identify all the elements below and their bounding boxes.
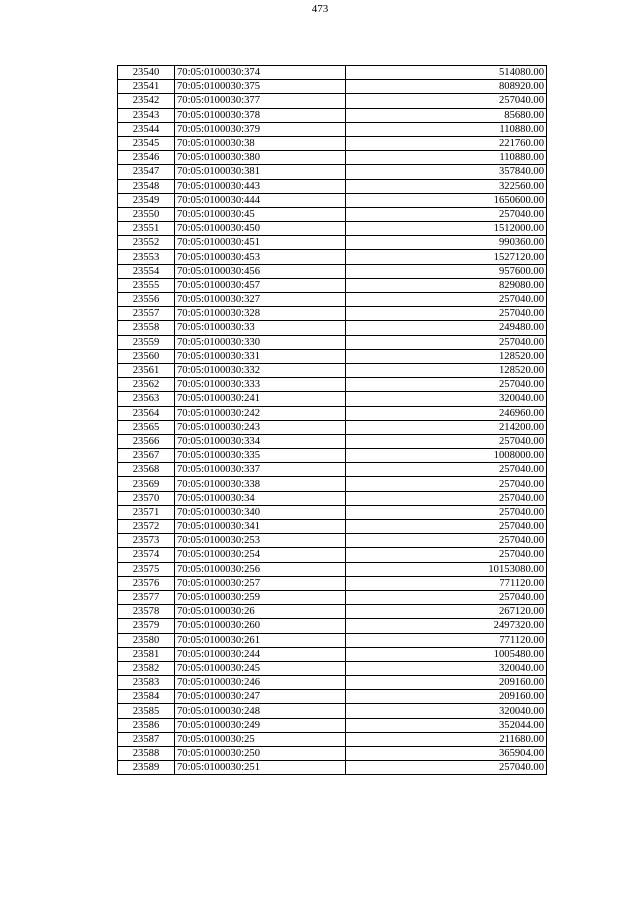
- row-number-cell: 23582: [118, 661, 175, 675]
- value-cell: 257040.00: [346, 94, 547, 108]
- table-row: [118, 619, 547, 633]
- row-number-cell: 23545: [118, 136, 175, 150]
- row-number-cell: 23547: [118, 165, 175, 179]
- table-row: [118, 250, 547, 264]
- cadastral-number-cell: 70:05:0100030:241: [175, 392, 346, 406]
- cadastral-number-cell: 70:05:0100030:456: [175, 264, 346, 278]
- value-cell: 808920.00: [346, 80, 547, 94]
- table-row: [118, 236, 547, 250]
- cadastral-number-cell: 70:05:0100030:379: [175, 122, 346, 136]
- cadastral-number-cell: 70:05:0100030:253: [175, 534, 346, 548]
- table-row: [118, 761, 547, 775]
- row-number-cell: 23570: [118, 491, 175, 505]
- cadastral-number-cell: 70:05:0100030:337: [175, 463, 346, 477]
- table-row: [118, 590, 547, 604]
- table-row: [118, 562, 547, 576]
- table-row: [118, 661, 547, 675]
- value-cell: 1005480.00: [346, 647, 547, 661]
- table-row: [118, 94, 547, 108]
- table-row: [118, 477, 547, 491]
- table-row: [118, 704, 547, 718]
- row-number-cell: 23578: [118, 605, 175, 619]
- value-cell: 221760.00: [346, 136, 547, 150]
- table-row: [118, 307, 547, 321]
- table-row: [118, 108, 547, 122]
- value-cell: 771120.00: [346, 633, 547, 647]
- cadastral-value-table: [117, 65, 547, 775]
- row-number-cell: 23585: [118, 704, 175, 718]
- cadastral-number-cell: 70:05:0100030:38: [175, 136, 346, 150]
- table-row: [118, 80, 547, 94]
- table-row: [118, 434, 547, 448]
- cadastral-number-cell: 70:05:0100030:453: [175, 250, 346, 264]
- cadastral-number-cell: 70:05:0100030:257: [175, 576, 346, 590]
- value-cell: 257040.00: [346, 534, 547, 548]
- table-row: [118, 392, 547, 406]
- row-number-cell: 23541: [118, 80, 175, 94]
- cadastral-number-cell: 70:05:0100030:451: [175, 236, 346, 250]
- row-number-cell: 23581: [118, 647, 175, 661]
- cadastral-number-cell: 70:05:0100030:374: [175, 66, 346, 80]
- value-cell: 257040.00: [346, 520, 547, 534]
- value-cell: 257040.00: [346, 548, 547, 562]
- table-row: [118, 122, 547, 136]
- cadastral-number-cell: 70:05:0100030:334: [175, 434, 346, 448]
- row-number-cell: 23555: [118, 278, 175, 292]
- row-number-cell: 23561: [118, 363, 175, 377]
- value-cell: 1527120.00: [346, 250, 547, 264]
- value-cell: 990360.00: [346, 236, 547, 250]
- row-number-cell: 23563: [118, 392, 175, 406]
- row-number-cell: 23564: [118, 406, 175, 420]
- row-number-cell: 23575: [118, 562, 175, 576]
- value-cell: 257040.00: [346, 491, 547, 505]
- row-number-cell: 23548: [118, 179, 175, 193]
- cadastral-number-cell: 70:05:0100030:450: [175, 222, 346, 236]
- cadastral-number-cell: 70:05:0100030:443: [175, 179, 346, 193]
- value-cell: 320040.00: [346, 704, 547, 718]
- table-row: [118, 576, 547, 590]
- cadastral-number-cell: 70:05:0100030:328: [175, 307, 346, 321]
- table-row: [118, 676, 547, 690]
- value-cell: 209160.00: [346, 676, 547, 690]
- cadastral-number-cell: 70:05:0100030:45: [175, 207, 346, 221]
- row-number-cell: 23552: [118, 236, 175, 250]
- value-cell: 320040.00: [346, 392, 547, 406]
- table-row: [118, 193, 547, 207]
- table-row: [118, 151, 547, 165]
- value-cell: 257040.00: [346, 505, 547, 519]
- value-cell: 1650600.00: [346, 193, 547, 207]
- table-row: [118, 732, 547, 746]
- cadastral-number-cell: 70:05:0100030:331: [175, 349, 346, 363]
- cadastral-number-cell: 70:05:0100030:259: [175, 590, 346, 604]
- value-cell: 257040.00: [346, 307, 547, 321]
- table-row: [118, 690, 547, 704]
- value-cell: 110880.00: [346, 151, 547, 165]
- table-row: [118, 463, 547, 477]
- table-body: [118, 66, 547, 775]
- row-number-cell: 23576: [118, 576, 175, 590]
- value-cell: 514080.00: [346, 66, 547, 80]
- table-row: [118, 548, 547, 562]
- value-cell: 246960.00: [346, 406, 547, 420]
- row-number-cell: 23554: [118, 264, 175, 278]
- cadastral-number-cell: 70:05:0100030:340: [175, 505, 346, 519]
- table-row: [118, 335, 547, 349]
- table-row: [118, 647, 547, 661]
- value-cell: 85680.00: [346, 108, 547, 122]
- table-row: [118, 605, 547, 619]
- table-row: [118, 222, 547, 236]
- table-row: [118, 633, 547, 647]
- cadastral-number-cell: 70:05:0100030:242: [175, 406, 346, 420]
- value-cell: 257040.00: [346, 378, 547, 392]
- value-cell: 365904.00: [346, 747, 547, 761]
- cadastral-number-cell: 70:05:0100030:457: [175, 278, 346, 292]
- row-number-cell: 23574: [118, 548, 175, 562]
- cadastral-number-cell: 70:05:0100030:333: [175, 378, 346, 392]
- value-cell: 320040.00: [346, 661, 547, 675]
- value-cell: 257040.00: [346, 463, 547, 477]
- cadastral-number-cell: 70:05:0100030:260: [175, 619, 346, 633]
- row-number-cell: 23589: [118, 761, 175, 775]
- row-number-cell: 23562: [118, 378, 175, 392]
- row-number-cell: 23550: [118, 207, 175, 221]
- cadastral-number-cell: 70:05:0100030:243: [175, 420, 346, 434]
- value-cell: 128520.00: [346, 349, 547, 363]
- cadastral-number-cell: 70:05:0100030:327: [175, 293, 346, 307]
- cadastral-number-cell: 70:05:0100030:250: [175, 747, 346, 761]
- value-cell: 257040.00: [346, 761, 547, 775]
- cadastral-number-cell: 70:05:0100030:378: [175, 108, 346, 122]
- value-cell: 10153080.00: [346, 562, 547, 576]
- value-cell: 357840.00: [346, 165, 547, 179]
- table-row: [118, 321, 547, 335]
- table-row: [118, 264, 547, 278]
- row-number-cell: 23586: [118, 718, 175, 732]
- value-cell: 829080.00: [346, 278, 547, 292]
- cadastral-number-cell: 70:05:0100030:25: [175, 732, 346, 746]
- row-number-cell: 23565: [118, 420, 175, 434]
- table-row: [118, 747, 547, 761]
- cadastral-number-cell: 70:05:0100030:249: [175, 718, 346, 732]
- row-number-cell: 23580: [118, 633, 175, 647]
- table-row: [118, 66, 547, 80]
- table-row: [118, 420, 547, 434]
- table-row: [118, 718, 547, 732]
- value-cell: 352044.00: [346, 718, 547, 732]
- table-row: [118, 136, 547, 150]
- cadastral-number-cell: 70:05:0100030:381: [175, 165, 346, 179]
- value-cell: 214200.00: [346, 420, 547, 434]
- value-cell: 249480.00: [346, 321, 547, 335]
- value-cell: 211680.00: [346, 732, 547, 746]
- table-row: [118, 293, 547, 307]
- table-row: [118, 207, 547, 221]
- cadastral-number-cell: 70:05:0100030:251: [175, 761, 346, 775]
- row-number-cell: 23584: [118, 690, 175, 704]
- row-number-cell: 23573: [118, 534, 175, 548]
- row-number-cell: 23572: [118, 520, 175, 534]
- row-number-cell: 23560: [118, 349, 175, 363]
- value-cell: 257040.00: [346, 590, 547, 604]
- row-number-cell: 23542: [118, 94, 175, 108]
- row-number-cell: 23579: [118, 619, 175, 633]
- row-number-cell: 23557: [118, 307, 175, 321]
- page-number: 473: [311, 3, 329, 15]
- table-row: [118, 449, 547, 463]
- cadastral-number-cell: 70:05:0100030:335: [175, 449, 346, 463]
- row-number-cell: 23558: [118, 321, 175, 335]
- cadastral-number-cell: 70:05:0100030:338: [175, 477, 346, 491]
- row-number-cell: 23551: [118, 222, 175, 236]
- table-row: [118, 378, 547, 392]
- cadastral-number-cell: 70:05:0100030:332: [175, 363, 346, 377]
- value-cell: 257040.00: [346, 477, 547, 491]
- table-row: [118, 179, 547, 193]
- cadastral-number-cell: 70:05:0100030:254: [175, 548, 346, 562]
- cadastral-number-cell: 70:05:0100030:246: [175, 676, 346, 690]
- cadastral-number-cell: 70:05:0100030:34: [175, 491, 346, 505]
- cadastral-number-cell: 70:05:0100030:245: [175, 661, 346, 675]
- row-number-cell: 23559: [118, 335, 175, 349]
- value-cell: 257040.00: [346, 207, 547, 221]
- row-number-cell: 23540: [118, 66, 175, 80]
- row-number-cell: 23553: [118, 250, 175, 264]
- cadastral-number-cell: 70:05:0100030:444: [175, 193, 346, 207]
- row-number-cell: 23583: [118, 676, 175, 690]
- table-row: [118, 278, 547, 292]
- table-row: [118, 406, 547, 420]
- row-number-cell: 23571: [118, 505, 175, 519]
- value-cell: 771120.00: [346, 576, 547, 590]
- row-number-cell: 23568: [118, 463, 175, 477]
- table-row: [118, 363, 547, 377]
- cadastral-number-cell: 70:05:0100030:375: [175, 80, 346, 94]
- value-cell: 128520.00: [346, 363, 547, 377]
- row-number-cell: 23577: [118, 590, 175, 604]
- table-row: [118, 505, 547, 519]
- cadastral-number-cell: 70:05:0100030:380: [175, 151, 346, 165]
- value-cell: 110880.00: [346, 122, 547, 136]
- cadastral-number-cell: 70:05:0100030:330: [175, 335, 346, 349]
- row-number-cell: 23543: [118, 108, 175, 122]
- row-number-cell: 23567: [118, 449, 175, 463]
- row-number-cell: 23544: [118, 122, 175, 136]
- cadastral-number-cell: 70:05:0100030:377: [175, 94, 346, 108]
- value-cell: 2497320.00: [346, 619, 547, 633]
- table-row: [118, 534, 547, 548]
- cadastral-number-cell: 70:05:0100030:248: [175, 704, 346, 718]
- value-cell: 322560.00: [346, 179, 547, 193]
- value-cell: 957600.00: [346, 264, 547, 278]
- value-cell: 1008000.00: [346, 449, 547, 463]
- value-cell: 209160.00: [346, 690, 547, 704]
- row-number-cell: 23566: [118, 434, 175, 448]
- row-number-cell: 23546: [118, 151, 175, 165]
- table-row: [118, 491, 547, 505]
- cadastral-number-cell: 70:05:0100030:261: [175, 633, 346, 647]
- row-number-cell: 23549: [118, 193, 175, 207]
- cadastral-number-cell: 70:05:0100030:33: [175, 321, 346, 335]
- value-cell: 257040.00: [346, 293, 547, 307]
- table-row: [118, 349, 547, 363]
- value-cell: 267120.00: [346, 605, 547, 619]
- row-number-cell: 23587: [118, 732, 175, 746]
- value-cell: 257040.00: [346, 434, 547, 448]
- row-number-cell: 23588: [118, 747, 175, 761]
- table-row: [118, 520, 547, 534]
- cadastral-number-cell: 70:05:0100030:247: [175, 690, 346, 704]
- value-cell: 1512000.00: [346, 222, 547, 236]
- row-number-cell: 23569: [118, 477, 175, 491]
- cadastral-number-cell: 70:05:0100030:341: [175, 520, 346, 534]
- cadastral-number-cell: 70:05:0100030:256: [175, 562, 346, 576]
- cadastral-number-cell: 70:05:0100030:26: [175, 605, 346, 619]
- row-number-cell: 23556: [118, 293, 175, 307]
- table-row: [118, 165, 547, 179]
- value-cell: 257040.00: [346, 335, 547, 349]
- cadastral-number-cell: 70:05:0100030:244: [175, 647, 346, 661]
